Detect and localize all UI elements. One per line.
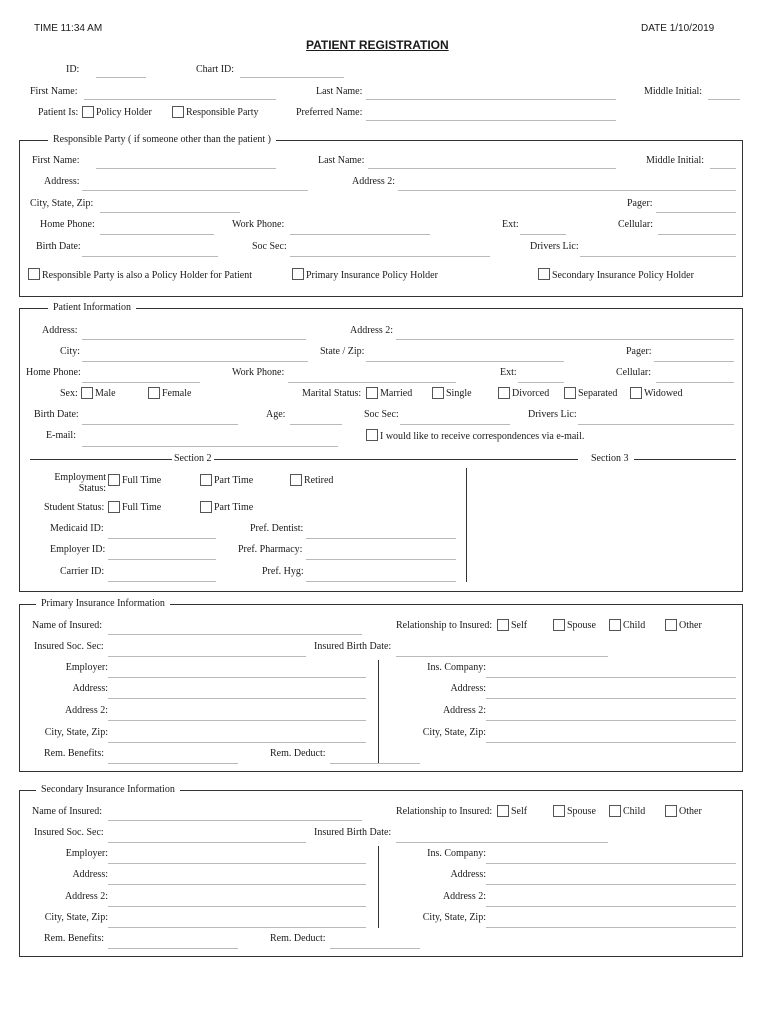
pri-spouse-label: Spouse — [567, 620, 596, 631]
sec-other-label: Other — [679, 806, 702, 817]
pt-pager-field[interactable] — [654, 361, 734, 362]
pref-dentist-label: Pref. Dentist: — [250, 523, 304, 534]
sec-rem-benefits-field[interactable] — [108, 948, 238, 949]
pri-ins-address-label: Address: — [450, 683, 486, 694]
middle-initial-field[interactable] — [708, 99, 740, 100]
single-label: Single — [446, 388, 472, 399]
emp-part-time-label: Part Time — [214, 475, 254, 486]
sec-ins-address2-label: Address 2: — [442, 891, 486, 902]
sec-employer-label: Employer: — [65, 848, 108, 859]
secondary-holder-checkbox[interactable] — [538, 268, 550, 280]
employment-label: Employment — [54, 472, 106, 483]
primary-holder-checkbox[interactable] — [292, 268, 304, 280]
married-checkbox[interactable] — [366, 387, 378, 399]
emp-part-time-checkbox[interactable] — [200, 474, 212, 486]
rp-address-field[interactable] — [82, 190, 308, 191]
sec-relationship-label: Relationship to Insured: — [396, 806, 493, 817]
pt-drivers-lic-field[interactable] — [578, 424, 734, 425]
pt-state-zip-label: State / Zip: — [320, 346, 365, 357]
section-divider — [466, 468, 467, 582]
pt-birth-date-label: Birth Date: — [34, 409, 79, 420]
rp-ext-field[interactable] — [520, 234, 566, 235]
sec-name-of-insured-label: Name of Insured: — [32, 806, 102, 817]
patient-is-label: Patient Is: — [38, 107, 79, 118]
age-field[interactable] — [290, 424, 342, 425]
sec-name-of-insured-field[interactable] — [108, 820, 362, 821]
responsible-party-label: Responsible Party — [186, 107, 259, 118]
employer-id-label: Employer ID: — [50, 544, 106, 555]
pri-divider — [378, 660, 379, 764]
pt-cellular-field[interactable] — [656, 382, 734, 383]
rp-last-name-label: Last Name: — [318, 155, 365, 166]
pri-name-of-insured-field[interactable] — [108, 634, 362, 635]
pt-soc-sec-field[interactable] — [400, 424, 510, 425]
sec-ins-company-field[interactable] — [486, 863, 736, 864]
time-label: TIME 11:34 AM — [34, 23, 103, 34]
pt-home-phone-label: Home Phone: — [26, 367, 81, 378]
section2-label: Section 2 — [174, 453, 212, 464]
female-label: Female — [162, 388, 192, 399]
marital-status-label: Marital Status: — [302, 388, 362, 399]
secondary-insurance-legend: Secondary Insurance Information — [36, 784, 180, 796]
sec-rem-deduct-label: Rem. Deduct: — [270, 933, 326, 944]
pref-pharmacy-label: Pref. Pharmacy: — [238, 544, 303, 555]
rp-middle-initial-label: Middle Initial: — [646, 155, 705, 166]
pri-ins-company-label: Ins. Company: — [427, 662, 486, 673]
secondary-holder-label: Secondary Insurance Policy Holder — [552, 270, 694, 281]
employer-id-field[interactable] — [108, 559, 216, 560]
date-label: DATE 1/10/2019 — [641, 23, 715, 34]
sec-insured-birth-date-field[interactable] — [396, 842, 608, 843]
pt-cellular-label: Cellular: — [616, 367, 651, 378]
sec-ins-address-label: Address: — [450, 869, 486, 880]
sec-city-state-zip-field[interactable] — [108, 927, 366, 928]
female-checkbox[interactable] — [148, 387, 160, 399]
pri-insured-birth-date-field[interactable] — [396, 656, 608, 657]
sec-ins-company-label: Ins. Company: — [427, 848, 486, 859]
medicaid-id-field[interactable] — [108, 538, 216, 539]
stu-full-time-label: Full Time — [122, 502, 162, 513]
rp-drivers-lic-label: Drivers Lic: — [530, 241, 579, 252]
sec-ins-address-field[interactable] — [486, 884, 736, 885]
retired-label: Retired — [304, 475, 334, 486]
pri-ins-address2-field[interactable] — [486, 720, 736, 721]
sec-rem-benefits-label: Rem. Benefits: — [44, 933, 104, 944]
pref-pharmacy-field[interactable] — [306, 559, 456, 560]
pri-ins-city-state-zip-field[interactable] — [486, 742, 736, 743]
pt-address2-field[interactable] — [396, 339, 734, 340]
pri-address2-label: Address 2: — [64, 705, 108, 716]
stu-full-time-checkbox[interactable] — [108, 501, 120, 513]
rp-last-name-field[interactable] — [368, 168, 616, 169]
pri-self-label: Self — [511, 620, 528, 631]
emp-full-time-label: Full Time — [122, 475, 162, 486]
retired-checkbox[interactable] — [290, 474, 302, 486]
pri-relationship-label: Relationship to Insured: — [396, 620, 493, 631]
rp-work-phone-label: Work Phone: — [232, 219, 285, 230]
married-label: Married — [380, 388, 413, 399]
pt-address2-label: Address 2: — [350, 325, 394, 336]
pri-rem-benefits-label: Rem. Benefits: — [44, 748, 104, 759]
policy-holder-checkbox[interactable] — [82, 106, 94, 118]
pri-other-checkbox[interactable] — [665, 619, 677, 631]
rp-ext-label: Ext: — [502, 219, 519, 230]
rp-address-label: Address: — [44, 176, 80, 187]
pref-dentist-field[interactable] — [306, 538, 456, 539]
first-name-field[interactable] — [84, 99, 276, 100]
pri-ins-address-field[interactable] — [486, 698, 736, 699]
pref-hyg-field[interactable] — [306, 581, 456, 582]
first-name-label: First Name: — [30, 86, 78, 97]
pri-insured-birth-date-label: Insured Birth Date: — [314, 641, 392, 652]
male-checkbox[interactable] — [81, 387, 93, 399]
sec-address2-field[interactable] — [108, 906, 366, 907]
patient-info-legend: Patient Information — [48, 302, 136, 314]
rp-pager-label: Pager: — [627, 198, 653, 209]
rp-address2-label: Address 2: — [352, 176, 396, 187]
separated-checkbox[interactable] — [564, 387, 576, 399]
sec-ins-city-state-zip-field[interactable] — [486, 927, 736, 928]
pt-work-phone-label: Work Phone: — [232, 367, 285, 378]
pt-city-field[interactable] — [82, 361, 308, 362]
pt-address-label: Address: — [42, 325, 78, 336]
widowed-label: Widowed — [644, 388, 683, 399]
separated-label: Separated — [578, 388, 618, 399]
policy-holder-label: Policy Holder — [96, 107, 152, 118]
pri-other-label: Other — [679, 620, 702, 631]
pt-state-zip-field[interactable] — [366, 361, 564, 362]
email-field[interactable] — [82, 446, 338, 447]
rp-cellular-field[interactable] — [658, 234, 736, 235]
rp-cellular-label: Cellular: — [618, 219, 653, 230]
carrier-id-field[interactable] — [108, 581, 216, 582]
rp-home-phone-label: Home Phone: — [40, 219, 95, 230]
pt-birth-date-field[interactable] — [82, 424, 238, 425]
primary-insurance-legend: Primary Insurance Information — [36, 598, 170, 610]
sec-insured-soc-sec-label: Insured Soc. Sec: — [34, 827, 104, 838]
pri-child-label: Child — [623, 620, 646, 631]
sec-address2-label: Address 2: — [64, 891, 108, 902]
emp-full-time-checkbox[interactable] — [108, 474, 120, 486]
rp-address2-field[interactable] — [398, 190, 736, 191]
section3-label: Section 3 — [591, 453, 629, 464]
rp-birth-date-label: Birth Date: — [36, 241, 81, 252]
pri-city-state-zip-label: City, State, Zip: — [44, 727, 108, 738]
pt-soc-sec-label: Soc Sec: — [364, 409, 399, 420]
email-opt-checkbox[interactable] — [366, 429, 378, 441]
divorced-label: Divorced — [512, 388, 550, 399]
sec-child-checkbox[interactable] — [609, 805, 621, 817]
stu-part-time-checkbox[interactable] — [200, 501, 212, 513]
sex-label: Sex: — [60, 388, 78, 399]
divorced-checkbox[interactable] — [498, 387, 510, 399]
pri-self-checkbox[interactable] — [497, 619, 509, 631]
sec-spouse-label: Spouse — [567, 806, 596, 817]
section2-rule-left — [30, 459, 172, 460]
pri-address2-field[interactable] — [108, 720, 366, 721]
chart-id-label: Chart ID: — [196, 64, 235, 75]
sec-self-checkbox[interactable] — [497, 805, 509, 817]
pri-insured-soc-sec-field[interactable] — [108, 656, 306, 657]
section3-rule — [634, 459, 736, 460]
male-label: Male — [95, 388, 116, 399]
rp-policy-holder-label: Responsible Party is also a Policy Holder for Patient — [42, 270, 252, 281]
pt-ext-label: Ext: — [500, 367, 517, 378]
rp-birth-date-field[interactable] — [82, 256, 218, 257]
age-label: Age: — [266, 409, 286, 420]
last-name-label: Last Name: — [316, 86, 363, 97]
pt-pager-label: Pager: — [626, 346, 652, 357]
pri-child-checkbox[interactable] — [609, 619, 621, 631]
pri-employer-field[interactable] — [108, 677, 366, 678]
page-title: PATIENT REGISTRATION — [306, 38, 449, 52]
rp-policy-holder-checkbox[interactable] — [28, 268, 40, 280]
pri-spouse-checkbox[interactable] — [553, 619, 565, 631]
sec-self-label: Self — [511, 806, 528, 817]
pref-hyg-label: Pref. Hyg: — [262, 566, 304, 577]
sec-insured-soc-sec-field[interactable] — [108, 842, 306, 843]
responsible-party-checkbox[interactable] — [172, 106, 184, 118]
email-opt-label: I would like to receive correspondences via e-mail. — [380, 431, 585, 442]
rp-first-name-label: First Name: — [32, 155, 80, 166]
preferred-name-label: Preferred Name: — [296, 107, 363, 118]
sec-rem-deduct-field[interactable] — [330, 948, 420, 949]
sec-other-checkbox[interactable] — [665, 805, 677, 817]
medicaid-id-label: Medicaid ID: — [50, 523, 104, 534]
pt-drivers-lic-label: Drivers Lic: — [528, 409, 577, 420]
sec-child-label: Child — [623, 806, 646, 817]
pt-ext-field[interactable] — [518, 382, 564, 383]
pri-ins-address2-label: Address 2: — [442, 705, 486, 716]
rp-work-phone-field[interactable] — [290, 234, 430, 235]
single-checkbox[interactable] — [432, 387, 444, 399]
pri-insured-soc-sec-label: Insured Soc. Sec: — [34, 641, 104, 652]
rp-soc-sec-field[interactable] — [290, 256, 490, 257]
last-name-field[interactable] — [366, 99, 616, 100]
sec-ins-address2-field[interactable] — [486, 906, 736, 907]
sec-city-state-zip-label: City, State, Zip: — [44, 912, 108, 923]
sec-insured-birth-date-label: Insured Birth Date: — [314, 827, 392, 838]
pri-employer-label: Employer: — [65, 662, 108, 673]
rp-drivers-lic-field[interactable] — [580, 256, 736, 257]
sec-spouse-checkbox[interactable] — [553, 805, 565, 817]
rp-city-state-zip-field[interactable] — [100, 212, 240, 213]
pri-address-label: Address: — [72, 683, 108, 694]
rp-pager-field[interactable] — [656, 212, 736, 213]
primary-holder-label: Primary Insurance Policy Holder — [306, 270, 438, 281]
rp-first-name-field[interactable] — [96, 168, 276, 169]
pri-address-field[interactable] — [108, 698, 366, 699]
pt-address-field[interactable] — [82, 339, 306, 340]
pt-home-phone-field[interactable] — [82, 382, 200, 383]
sec-ins-city-state-zip-label: City, State, Zip: — [422, 912, 486, 923]
rp-city-state-zip-label: City, State, Zip: — [30, 198, 94, 209]
sec-employer-field[interactable] — [108, 863, 366, 864]
email-label: E-mail: — [46, 430, 76, 441]
pt-city-label: City: — [60, 346, 81, 357]
stu-part-time-label: Part Time — [214, 502, 254, 513]
pt-work-phone-field[interactable] — [288, 382, 456, 383]
pri-ins-company-field[interactable] — [486, 677, 736, 678]
student-status-label: Student Status: — [44, 502, 105, 513]
sec-address-label: Address: — [72, 869, 108, 880]
carrier-id-label: Carrier ID: — [60, 566, 105, 577]
pri-rem-deduct-field[interactable] — [330, 763, 420, 764]
pri-city-state-zip-field[interactable] — [108, 742, 366, 743]
pri-rem-deduct-label: Rem. Deduct: — [270, 748, 326, 759]
rp-home-phone-field[interactable] — [100, 234, 214, 235]
id-label: ID: — [66, 64, 80, 75]
sec-address-field[interactable] — [108, 884, 366, 885]
sec-divider — [378, 846, 379, 928]
widowed-checkbox[interactable] — [630, 387, 642, 399]
rp-soc-sec-label: Soc Sec: — [252, 241, 287, 252]
pri-ins-city-state-zip-label: City, State, Zip: — [422, 727, 486, 738]
rp-middle-initial-field[interactable] — [710, 168, 736, 169]
middle-initial-label: Middle Initial: — [644, 86, 703, 97]
chart-id-field[interactable] — [240, 77, 344, 78]
pri-rem-benefits-field[interactable] — [108, 763, 238, 764]
employment-label-2: Status: — [78, 483, 106, 494]
section2-rule-right — [214, 459, 578, 460]
id-field[interactable] — [96, 77, 146, 78]
preferred-name-field[interactable] — [366, 120, 616, 121]
pri-name-of-insured-label: Name of Insured: — [32, 620, 102, 631]
responsible-party-legend: Responsible Party ( if someone other than the patient ) — [48, 134, 276, 146]
